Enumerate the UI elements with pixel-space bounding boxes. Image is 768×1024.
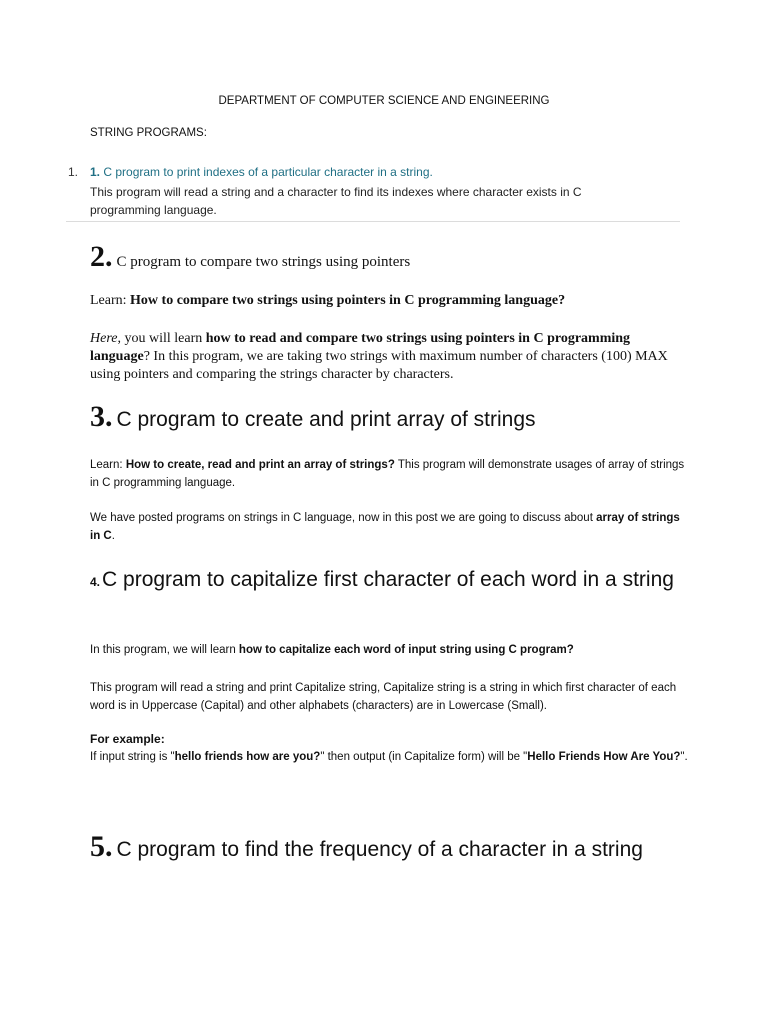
item4-learn <box>90 644 574 656</box>
item2-here-italic: Here <box>90 331 118 346</box>
item4-learn-bold: how to capitalize each word of input string using C program? <box>238 644 574 656</box>
item3-number: 3. <box>90 400 113 433</box>
divider <box>66 221 680 222</box>
example-text3: ". <box>680 751 688 763</box>
item3-learn-text: This program will demonstrate usages of array of strings in C programming language. <box>90 459 685 489</box>
item2-here-text2: ? In this program, we are taking two strings with maximum number of characters (100) MAX using pointers and comparing the strings character by characters. <box>90 349 668 382</box>
example-label: For example: <box>90 732 165 746</box>
item3-paragraph <box>90 509 690 545</box>
item3-learn <box>90 456 690 492</box>
example-text <box>90 748 690 766</box>
item3-posted-bold: array of strings in C <box>90 512 680 542</box>
example-bold1: hello friends how are you? <box>174 751 321 763</box>
item5-number: 5. <box>90 830 113 863</box>
item5-title: C program to find the frequency of a character in a string <box>116 838 643 861</box>
item3-title: C program to create and print array of strings <box>116 408 536 431</box>
example-bold2: Hello Friends How Are You? <box>527 751 681 763</box>
item5-heading <box>90 830 690 868</box>
item4-number: 4. <box>90 575 101 589</box>
section-heading: STRING PROGRAMS: <box>90 127 207 139</box>
example-text2: " then output (in Capitalize form) will be " <box>320 751 528 763</box>
item4-title: C program to capitalize first character of each word in a string <box>102 568 674 591</box>
item2-title: C program to compare two strings using pointers <box>116 254 411 270</box>
item3-learn-label: Learn: <box>90 459 126 471</box>
item3-posted-text: We have posted programs on strings in C language, now in this post we are going to discuss about <box>90 512 597 524</box>
department-heading: DEPARTMENT OF COMPUTER SCIENCE AND ENGINEERING <box>218 95 550 107</box>
item4-learn-text: In this program, we will learn <box>90 644 239 656</box>
item3-posted-end: . <box>111 530 115 542</box>
item1-number: 1. <box>90 165 101 179</box>
item2-learn-bold: How to compare two strings using pointers in C programming language? <box>130 293 566 308</box>
item3-learn-bold: How to create, read and print an array of strings? <box>125 459 395 471</box>
list-marker: 1. <box>68 165 79 179</box>
item2-number: 2. <box>90 240 113 273</box>
item1-description: This program will read a string and a character to find its indexes where character exists in C programming language. <box>90 185 582 217</box>
item3-heading <box>90 400 536 434</box>
item4-paragraph: This program will read a string and print Capitalize string, Capitalize string is a string in which first character of each word is in Uppercase (Capital) and other alphabets (characters) are in Lowercase (Small). <box>90 682 677 712</box>
item2-here-bold: how to read and compare two strings using pointers in C programming language <box>90 331 631 364</box>
item2-learn-label: Learn: <box>90 293 131 308</box>
example-text1: If input string is " <box>90 751 175 763</box>
item2-heading <box>90 240 410 274</box>
item2-paragraph <box>90 330 690 384</box>
item4-heading <box>90 565 690 597</box>
item2-here-text1: , you will learn <box>117 331 206 346</box>
item1-title[interactable] <box>90 165 433 179</box>
item2-learn <box>90 293 565 309</box>
item1-title-text[interactable]: C program to print indexes of a particular character in a string. <box>100 165 433 179</box>
